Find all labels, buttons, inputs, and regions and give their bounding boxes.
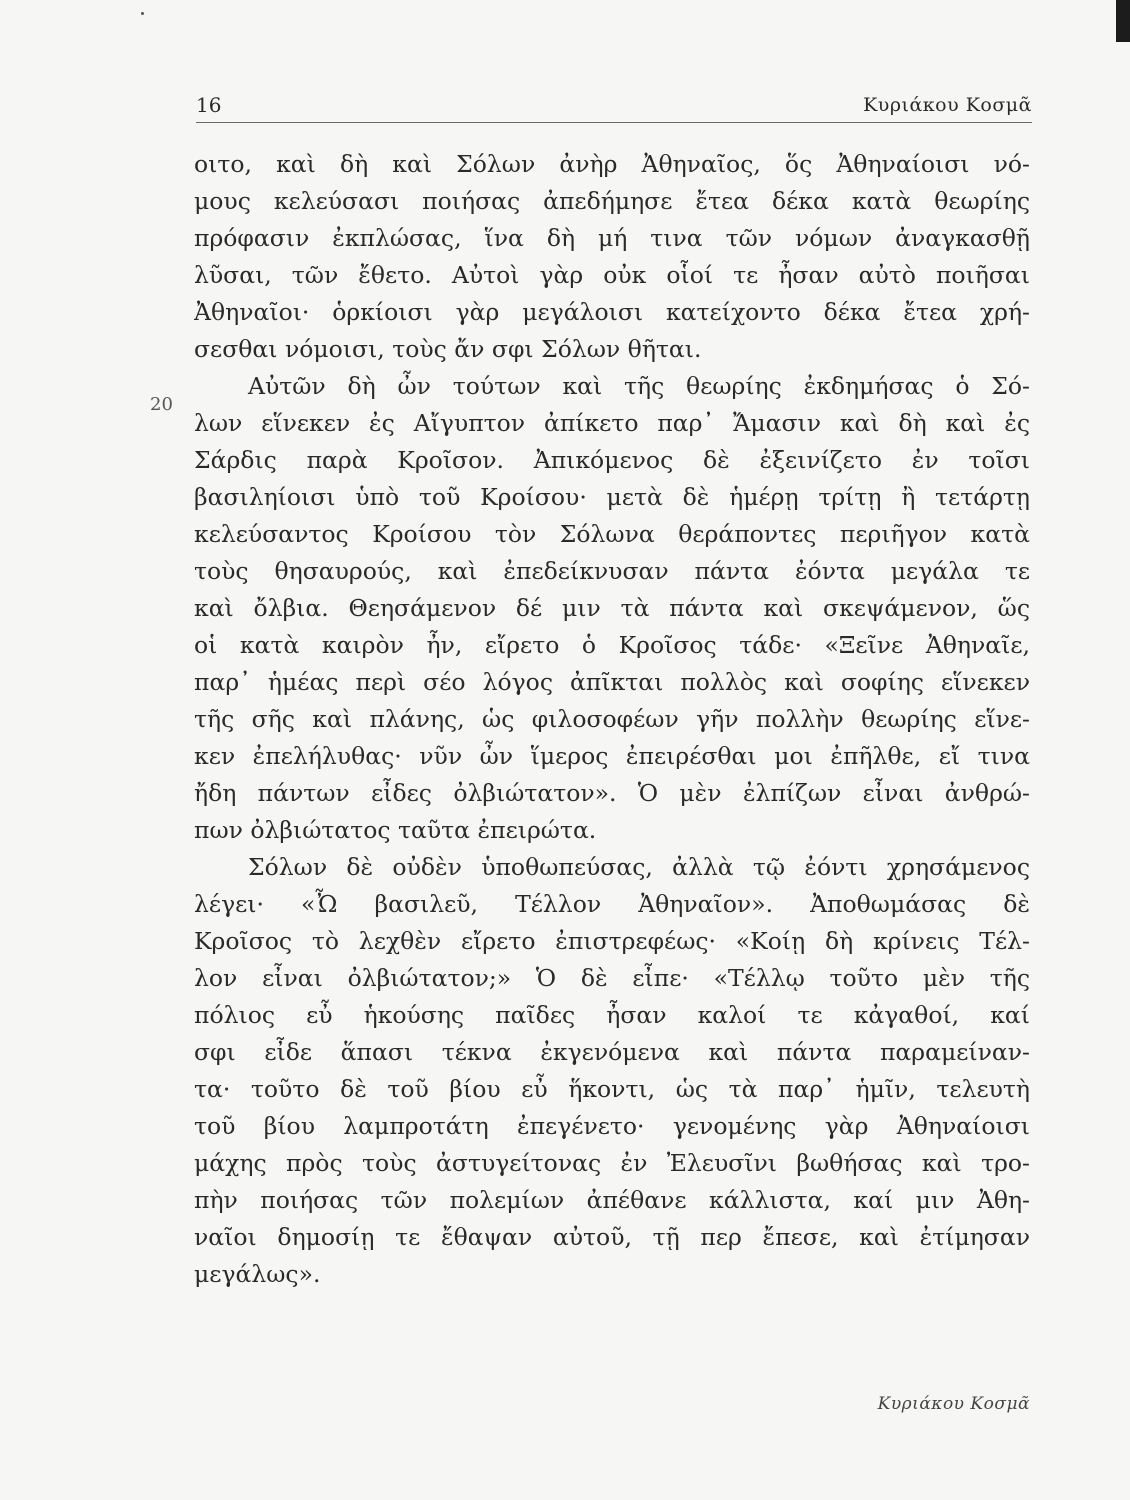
text-line: μους κελεύσασι ποιήσας ἀπεδήμησε ἔτεα δέκα κατὰ θεωρίης (194, 187, 1030, 215)
text-line: σφι εἶδε ἅπασι τέκνα ἐκγενόμενα καὶ πάντα παραμείναν- (194, 1038, 1030, 1066)
running-head (196, 92, 1032, 123)
text-line: τοῦ βίου λαμπροτάτη ἐπεγένετο· γενομένης γὰρ Ἀθηναίοισι (194, 1112, 1030, 1140)
text-line: λων εἵνεκεν ἐς Αἴγυπτον ἀπίκετο παρ᾽ Ἄμασιν καὶ δὴ καὶ ἐς (194, 409, 1030, 437)
text-line: οἱ κατὰ καιρὸν ἦν, εἴρετο ὁ Κροῖσος τάδε· «Ξεῖνε Ἀθηναῖε, (194, 631, 1030, 659)
text-line: Αὐτῶν δὴ ὦν τούτων καὶ τῆς θεωρίης ἐκδημήσας ὁ Σό- (248, 372, 1030, 400)
text-line: κεν ἐπελήλυθας· νῦν ὦν ἵμερος ἐπειρέσθαι μοι ἐπῆλθε, εἴ τινα (194, 742, 1030, 770)
text-line: τα· τοῦτο δὲ τοῦ βίου εὖ ἥκοντι, ὡς τὰ παρ᾽ ἡμῖν, τελευτὴ (194, 1075, 1030, 1103)
text-line: σεσθαι νόμοισι, τοὺς ἄν σφι Σόλων θῆται. (194, 335, 702, 363)
text-line: τοὺς θησαυρούς, καὶ ἐπεδείκνυσαν πάντα ἐόντα μεγάλα τε (194, 557, 1030, 585)
text-line: Κροῖσος τὸ λεχθὲν εἴρετο ἐπιστρεφέως· «Κοίῃ δὴ κρίνεις Τέλ- (194, 927, 1030, 955)
text-line: λῦσαι, τῶν ἔθετο. Αὐτοὶ γὰρ οὐκ οἷοί τε ἦσαν αὐτὸ ποιῆσαι (194, 261, 1030, 289)
text-line: κελεύσαντος Κροίσου τὸν Σόλωνα θεράποντες περιῆγον κατὰ (194, 520, 1030, 548)
text-line: μάχης πρὸς τοὺς ἀστυγείτονας ἐν Ἐλευσῖνι βωθήσας καὶ τρο- (194, 1149, 1030, 1177)
text-line: βασιληίοισι ὑπὸ τοῦ Κροίσου· μετὰ δὲ ἡμέρῃ τρίτῃ ἢ τετάρτῃ (194, 483, 1030, 511)
text-line: παρ᾽ ἡμέας περὶ σέο λόγος ἀπῖκται πολλὸς καὶ σοφίης εἵνεκεν (194, 668, 1030, 696)
text-line: λέγει· «Ὦ βασιλεῦ, Τέλλον Ἀθηναῖον». Ἀποθωμάσας δὲ (194, 890, 1030, 918)
text-line: οιτο, καὶ δὴ καὶ Σόλων ἀνὴρ Ἀθηναῖος, ὅς Ἀθηναίοισι νό- (194, 150, 1030, 178)
margin-line-number: 20 (150, 394, 173, 415)
text-line: καὶ ὄλβια. Θεησάμενον δέ μιν τὰ πάντα καὶ σκεψάμενον, ὥς (194, 594, 1030, 622)
scan-speck (141, 12, 144, 15)
text-line: λον εἶναι ὀλβιώτατον;» Ὁ δὲ εἶπε· «Τέλλῳ τοῦτο μὲν τῆς (194, 964, 1030, 992)
text-line: μεγάλως». (194, 1260, 321, 1288)
text-line: Σάρδις παρὰ Κροῖσον. Ἀπικόμενος δὲ ἐξεινίζετο ἐν τοῖσι (194, 446, 1030, 474)
scan-edge-shadow (1116, 0, 1130, 42)
text-line: Σόλων δὲ οὐδὲν ὑποθωπεύσας, ἀλλὰ τῷ ἐόντι χρησάμενος (248, 853, 1030, 881)
footer-signature: Κυριάκου Κοσμᾶ (877, 1394, 1030, 1414)
text-line: τῆς σῆς καὶ πλάνης, ὡς φιλοσοφέων γῆν πολλὴν θεωρίης εἵνε- (194, 705, 1030, 733)
text-line: πων ὀλβιώτατος ταῦτα ἐπειρώτα. (194, 816, 597, 844)
text-line: πὴν ποιήσας τῶν πολεμίων ἀπέθανε κάλλιστα, καί μιν Ἀθη- (194, 1186, 1030, 1214)
page-number: 16 (196, 93, 222, 117)
header-author: Κυριάκου Κοσμᾶ (863, 94, 1032, 116)
text-line: πρόφασιν ἐκπλώσας, ἵνα δὴ μή τινα τῶν νόμων ἀναγκασθῇ (194, 224, 1030, 252)
text-line: Ἀθηναῖοι· ὁρκίοισι γὰρ μεγάλοισι κατείχοντο δέκα ἔτεα χρή- (194, 298, 1030, 326)
text-line: πόλιος εὖ ἡκούσης παῖδες ἦσαν καλοί τε κἀγαθοί, καί (194, 1001, 1030, 1029)
text-line: ναῖοι δημοσίῃ τε ἔθαψαν αὐτοῦ, τῇ περ ἔπεσε, καὶ ἐτίμησαν (194, 1223, 1030, 1251)
body-text (194, 146, 1030, 1293)
text-line: ἤδη πάντων εἶδες ὀλβιώτατον». Ὁ μὲν ἐλπίζων εἶναι ἀνθρώ- (194, 779, 1030, 807)
